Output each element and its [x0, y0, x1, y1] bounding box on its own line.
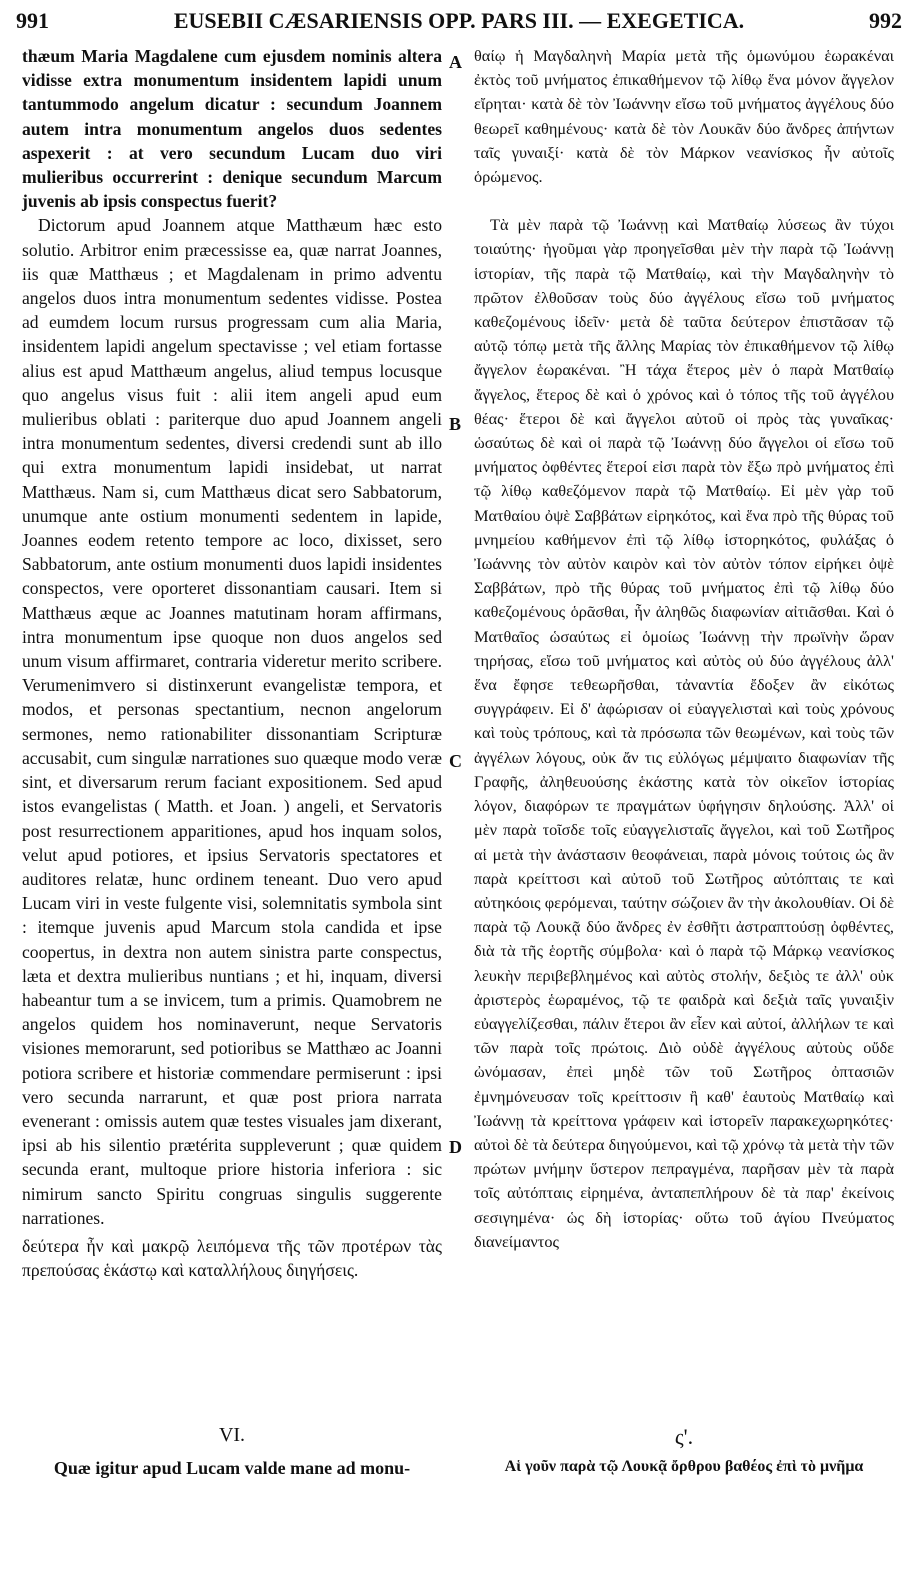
greek-column [474, 44, 894, 1254]
greek-paragraph-2: Τὰ μὲν παρὰ τῷ Ἰωάννῃ καὶ Ματθαίῳ λύσεως ἂν τύχοι τοιαύτης· ἡγοῦμαι γὰρ προηγεῖσθαι μὲν τὴν παρὰ τῷ Ἰωάννῃ ἱστορίαν, τῆς παρὰ τῷ Ματθαίῳ, καὶ τὴν Μαγδαληνὴν τὸ πρῶτον ἐλθοῦσαν τοὺς δύο ἀγγέλους εἴσω τοῦ μνήματος καθεζομένους ἰδεῖν· μετὰ δὲ ταῦτα δεύτερον ἐπιστᾶσαν τῷ αὐτῷ τόπῳ μετὰ τῆς ἄλλης Μαρίας τὸν ἐπικαθήμενον τῷ λίθῳ ἄγγελον ἑωρακέναι. Ἢ τάχα ἕτερος μὲν ὁ παρὰ Ματθαίῳ ἄγγελος, ἕτερος δὲ καὶ ὁ χρόνος καὶ ὁ τόπος τῆς τοῦ ἀγγέλου θέας· ἕτεροι δὲ καὶ ἄγγελοι αὐτοῦ οἱ πρὸς τὰς γυναῖκας· ὡσαύτως δὲ καὶ οἱ παρὰ τῷ Ἰωάννῃ δύο ἄγγελοι οἱ εἴσω τοῦ μνήματος ὀφθέντες ἕτεροί εἰσι παρὰ τὸν ἔξω πρὸ μνήματος ἐπὶ τῷ λίθῳ καθεζόμενον παρὰ τῷ Ματθαίῳ. Εἰ μὲν γὰρ τοῦ Ματθαίου ὀψὲ Σαββάτων εἰρηκότος, καὶ ἕνα πρὸ τῆς θύρας τοῦ μνημείου καθήμενον ἐπὶ τῷ λίθῳ ἱστορηκότος, φυλάξας ὁ Ἰωάννης τὸν αὐτὸν καιρὸν καὶ τὸν αὐτὸν τόπον εἰρήκει ὀψὲ Σαββάτων, πρὸ τῆς θύρας τοῦ μνήματος ἐπὶ τῷ λίθῳ δύο καθεζομένους ὁρᾶσθαι, ἦν ἀληθῶς διαφωνίαν αἰτιᾶσθαι. Καὶ ὁ Ματθαῖος ὡσαύτως εἰ ὁμοίως Ἰωάννῃ τὴν πρωϊνὴν ὥραν τηρήσας, εἴσω τοῦ μνήματος καὶ αὐτὸς οὐ δύο ἀγγέλους ἀλλ' ἕνα ἔφησε τεθεωρῆσθαι, τἀναντία ἔδοξεν ἂν εἰκότως συγγράφειν. Εἰ δ' ἀφώρισαν οἱ εὐαγγελισταὶ καὶ τοὺς χρόνους καὶ τοὺς τρόπους, καὶ τὰ πρόσωπα τῶν θεωμένων, καὶ τοὺς τῶν ἀγγέλων λόγους, οὐκ ἄν τις εὐλόγως μέμψαιτο διαφωνίαν τῆς Γραφῆς, ἀληθευούσης ἑκάστης κατὰ τὸν οἰκεῖον ἱστορίας λόγον, διαφόρων τε πραγμάτων ὑφήγησιν δηλούσης. Ἀλλ' οἱ μὲν παρὰ τοῖσδε τοῖς εὐαγγελισταῖς ἄγγελοι, καὶ τοῦ Σωτῆρος αἱ μετὰ τὴν ἀνάστασιν θεοφάνειαι, παρὰ μόνοις τούτοις ὡς ἂν παρὰ κρείττοσι καὶ αὐτοῦ τοῦ Σωτῆρος αὐτόπταις τε καὶ αὐτηκόοις φερόμεναι, ταύτην σώζοιεν ἂν τὴν ἀκολουθίαν. Οἱ δὲ παρὰ τῷ Λουκᾷ δύο ἄνδρες ἐν ἐσθῆτι ἀστραπτούσῃ ὀφθέντες, διὰ τὰ τῆς ἑορτῆς σύμβολα· καὶ ὁ παρὰ τῷ Μάρκῳ νεανίσκος λευκὴν περιβεβλημένος καὶ αὐτὸς στολήν, δεξιὸς τε ἀλλ' οὐκ ἀριστερὸς ἑωραμένος, τῷ τε φαιδρὰ καὶ δεξιὰ ταῖς γυναιξὶν εὐαγγελίζεσθαι, πάλιν ἕτεροι ἂν εἶεν καὶ αὐτοί, ἀλλήλων τε καὶ τῶν παρὰ τοῖς πρώτοις. Διὸ οὐδὲ ἀγγέλους αὐτοὺς οὔδε ὠνόμασαν, ἐπεὶ μηδὲ τῶν τοῦ Σωτῆρος ὀπτασιῶν ἐμνημόνευσαν τοῖς κρείττοσιν ἢ καθ' ἑαυτοὺς Ματθαίῳ καὶ Ἰωάννῃ τὰ κρείττονα γράφειν καὶ ἱστορεῖν παρακεχωρηκότες· αὐτοὶ δὲ τὰ δεύτερα διηγούμενοι, καὶ τῷ χρόνῳ τὰ μετὰ τὴν τῶν πρώτων μνήμην ὕστερον πεπραγμένα, παρῆσαν μὲν τὰ παρὰ τοῖς αὐτόπταις εἰρημένα, ἀνταπεπλήρουν δὲ τὰ παρ' ἐκείνοις σεσιγημένα· ὡς δὴ ἱστορίας· οὕτω τοῦ ἁγίου Πνεύματος διανείμαντος [474, 215, 894, 1251]
margin-letter-d: D [449, 1137, 462, 1157]
running-title: EUSEBII CÆSARIENSIS OPP. PARS III. — EXEGETICA. [173, 8, 745, 33]
section-number-greek: ς'. [674, 1424, 694, 1449]
paragraph-gap [474, 189, 894, 213]
page-number-left: 991 [16, 8, 49, 33]
running-header [16, 8, 902, 38]
page-number-right: 992 [869, 8, 902, 33]
greek-tail-line: δεύτερα ἦν καὶ μακρῷ λειπόμενα τῆς τῶν προτέρων τὰς πρεπούσας ἑκάστῳ καὶ καταλλήλους διηγήσεις. [22, 1235, 442, 1281]
margin-letter-a: A [449, 52, 462, 72]
latin-paragraph-2-lead: Dictorum apud Joannem atque Matthæum hæc esto solutio. [22, 215, 442, 260]
margin-letter-b: B [449, 414, 462, 434]
latin-column [22, 44, 442, 1282]
margin-letter-c: C [449, 751, 462, 771]
latin-paragraph-1: thæum Maria Magdalene cum ejusdem nominis altera vidisse extra monumentum insidentem lapidi unum tantummodo angelum dicatur : secundum Joannem autem intra monumentum angelos duos sedentes aspexerit : at vero secundum Lucam duo viri mulieribus occurrerint : denique secundum Marcum juvenis ab ipsis conspectus fuerit? [22, 46, 442, 212]
greek-paragraph-1: θαίῳ ἡ Μαγδαληνὴ Μαρία μετὰ τῆς ὁμωνύμου ἑωρακέναι ἐκτὸς τοῦ μνήματος ἐπικαθήμενον τῷ λίθῳ ἕνα μόνον ἄγγελον εἴρηται· κατὰ δὲ τὸν Ἰωάννην εἴσω τοῦ μνήματος ἀγγέλους δύο θεωρεῖ καθημένους· κατὰ δὲ τὸν Λουκᾶν δύο ἄνδρες ἀπήντων ταῖς γυναιξί· κατὰ δὲ τὸν Μάρκον νεανίσκος ἦν αὐτοῖς ὁρώμενος. [474, 46, 894, 187]
latin-paragraph-2 [22, 213, 442, 1230]
latin-paragraph-2-body: Arbitror enim præcessisse ea, quæ narrat Joannes, iis quæ Matthæus ; et Magdalenam in primo adventu angelos duos intra monumentum sedentes vidisse. Postea ad eumdem locum rursus progressam cum alia Maria, insidentem lapidi angelum spectavisse ; vel etiam fortasse alius est apud Matthæum angelus, aliud tempus locusque quo angelus visus fuit : alii item angeli apud eum mulieribus oblati : pariterque duo apud Joannem angeli intra monumentum sedentes, diversi credendi sunt ab illo qui extra monumentum lapidi insidebat, ut narrat Matthæus. Nam si, cum Matthæus dicat sero Sabbatorum, unumque ante ostium monumenti sedentem in lapide, Joannes eodem retento tempore ac loco, dixisset, sero Sabbatorum, ante ostium monumenti duos lapidi insidentes conspectos, vere oporteret dissonantiam causari. Item si Matthæus æque ac Joannes matutinam horam affirmans, intra monumentum ipse quoque non duos angelos sed unum visum affirmaret, contraria videretur merito scribere. Verumenimvero si distinxerunt evangelistæ tempora, et modos, et personas spectantium, necnon angelorum sermones, nemo rationabiliter dissonantiam Scripturæ accusabit, cum singulæ narrationes suo quæque modo veræ sint, et diversarum rerum faciant expositionem. Sed apud istos evangelistas ( Matth. et Joan. ) angeli, et Servatoris post resurrectionem apparitiones, apud hos inquam solos, velut apud potiores, et ipsius Servatoris spectatores et auditores relatæ, hunc ordinem teneant. Duo vero apud Lucam viri in veste fulgente visi, solemnitatis symbola sint : itemque juvenis apud Marcum stola candida et ipse coopertus, in dextra non autem sinistra parte conspectus, læta et dextra mulieribus nuntians ; et hi, inquam, diversi habeantur tum a se invicem, tum a primis. Quamobrem ne angelos quidem hos nominaverunt, neque Servatoris visiones memorarunt, sed potioribus se Matthæo ac Joanni potiora scribere et historiæ commendare permiserunt : ipsi vero secunda narrarunt, et quæ post priora narrata evenerant : omissis autem quæ testes visuales jam dixerant, ipsi ab his silentio prætérita suppleverunt ; quæ quidem secunda erant, multoque priore historia inferiora : sic nimirum sancto Spiritu congruas singulis suggerente narrationes. [22, 239, 442, 1228]
section-number-latin: VI. [218, 1424, 246, 1446]
section-question-greek: Αἱ γοῦν παρὰ τῷ Λουκᾷ ὄρθρου βαθέος ἐπὶ τὸ μνῆμα [504, 1458, 864, 1475]
section-question-latin: Quæ igitur apud Lucam valde mane ad monu- [53, 1458, 411, 1478]
